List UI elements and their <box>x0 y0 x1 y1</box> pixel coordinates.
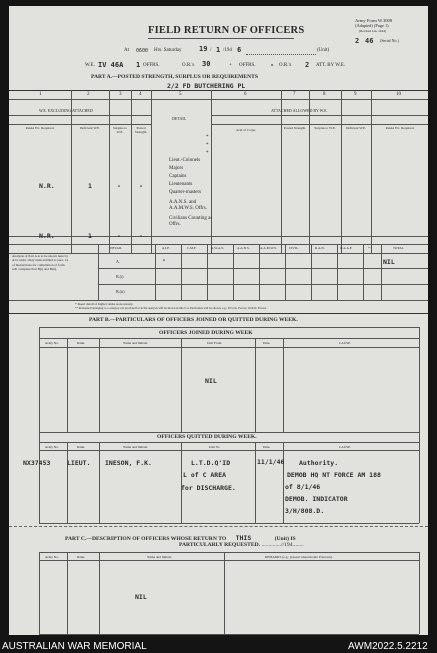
quitted-rank: LIEUT. <box>67 459 91 467</box>
sub-header: Ranks Etc. Required. <box>385 126 415 130</box>
analysis-header: DETAIL <box>110 246 122 250</box>
offrs-value: 1 <box>136 61 141 69</box>
unit-label: (Unit) <box>317 48 330 53</box>
row1-label: N.R. <box>39 182 55 190</box>
analysis-header: TOTAL <box>393 246 404 250</box>
part-c-line2-date: ..............//194........ <box>261 542 304 548</box>
analysis-header: A.A.N.S. <box>237 246 250 250</box>
plus-sign: + <box>229 63 232 68</box>
joined-title: OFFICERS JOINED DURING WEEK <box>159 330 253 336</box>
part-c-line2-text: PARTICULARLY REQUESTED. <box>179 542 261 548</box>
col-number: 9 <box>354 92 357 97</box>
col-number: 5 <box>179 92 182 97</box>
row2-deficient: 1 <box>88 232 92 240</box>
army-form-adapted: (Adapted) (Page 1) <box>355 23 389 28</box>
part-c-nil-value: NIL <box>135 593 147 601</box>
date-year-prefix: /194 <box>223 48 232 53</box>
hrs-label: Hrs. Saturday <box>154 48 182 53</box>
col-number: 10 <box>396 92 401 97</box>
joined-col-header: Rank. <box>77 341 86 345</box>
quitted-col-header: Unit To. <box>209 445 221 449</box>
quitted-cause-line: DEMOB HQ NT FORCE AM 188 <box>287 471 381 479</box>
group-right-header: ATTACHED ALLOWED BY W.E. <box>271 108 328 113</box>
row2-surplus: - <box>117 232 121 240</box>
rank-label: Civilians Counting as Offrs. <box>169 216 213 227</box>
quitted-col-header: Date. <box>263 445 271 449</box>
sub-header: Posted Strength. <box>283 126 307 130</box>
analysis-header: A.W.A.S. <box>211 246 225 250</box>
offrs-label: OFFRS. <box>143 63 160 68</box>
ors-label: O.R.'s <box>182 63 195 68</box>
sub-header: Posted Strength. <box>134 126 148 134</box>
rank-label: Lieutenants <box>169 182 193 187</box>
analysis-header: CIVIL. <box>289 246 299 250</box>
part-c-col-header: Army No. <box>45 555 59 559</box>
quitted-cause-line: 3/H/808.D. <box>285 507 325 515</box>
footer-right: AWM2022.5.2212 <box>348 641 428 652</box>
group-left-header: W.E. EXCLUDING ATTACHED <box>39 108 93 113</box>
army-form-number: Army Form W.3008 <box>355 18 393 23</box>
row2-posted: - <box>139 232 143 240</box>
footnote: * Insert detail of higher ranks as necessary. <box>75 302 134 306</box>
form-sheet <box>9 6 428 635</box>
form-title: FIELD RETURN OF OFFICERS <box>148 25 305 36</box>
offrs2-value: - <box>270 61 275 69</box>
rank-label: Lieut.-Colonels <box>169 158 201 163</box>
footer-left: AUSTRALIAN WAR MEMORIAL <box>2 641 147 652</box>
sub-header: Surplus to W.E. <box>314 126 336 130</box>
col-number: 8 <box>323 92 326 97</box>
row1-posted: - <box>139 182 143 190</box>
ors2-label: O.R.'s <box>279 63 292 68</box>
quitted-name: INESON, F.K. <box>105 459 152 467</box>
joined-nil-value: NIL <box>205 377 217 385</box>
att-label: ATT. BY W.E. <box>316 63 346 68</box>
asterisk: * <box>206 135 209 140</box>
analysis-row-label: A. <box>116 259 120 264</box>
quitted-col-header: CAUSE. <box>339 445 351 449</box>
analysis-header: A.A.M.W.S. <box>260 246 277 250</box>
quitted-cause-line: of 8/1/46 <box>285 483 321 491</box>
part-c-col-header: REMARKS (e.g., present whereabouts if known). <box>265 555 333 559</box>
joined-col-header: Date. <box>263 341 271 345</box>
analysis-total-value: NIL <box>383 258 395 266</box>
quitted-col-header: Rank. <box>77 445 86 449</box>
analysis-aif-value: - <box>162 256 166 264</box>
unit-name: 2/2 FD BUTCHERING PL <box>167 82 246 90</box>
row1-deficient: 1 <box>88 182 92 190</box>
quitted-unit-line: L of C AREA <box>183 471 227 479</box>
part-b-heading: PART B.—PARTICULARS OF OFFICERS JOINED OR QUITTED DURING WEEK. <box>89 317 298 323</box>
footnote: ** Personnel belonging to a category not provided for in the analysis will be shown in this Col. Particulars will be shown, e.g., 20 U.K. Forces; 16 R.N. Forces. <box>75 306 267 310</box>
sub-header: Deficient W.E. <box>345 126 367 130</box>
date-day: 19 <box>199 45 208 53</box>
at-label: At <box>124 48 129 53</box>
row2-label: N.R. <box>39 232 55 240</box>
row1-surplus: - <box>117 182 121 190</box>
part-a-heading: PART A.—POSTED STRENGTH, SURPLUS OR REQUIREMENTS <box>91 74 258 80</box>
quitted-title: OFFICERS QUITTED DURING WEEK. <box>157 434 257 440</box>
col-number: 3 <box>119 92 122 97</box>
analysis-note: Analysis of Part A is to be shown here by ALL units. Only units entitled to para. 14 of Instructions for compilation of form will complete Part B(i) and B(ii). <box>12 254 69 272</box>
quitted-col-header: Name and Initials. <box>123 445 148 449</box>
part-c-heading-prefix: PART C.—DESCRIPTION OF OFFICERS WHOSE RETURN TO <box>65 536 227 542</box>
col-number: 4 <box>139 92 142 97</box>
date-month: 1 <box>216 46 221 54</box>
col-number: 6 <box>244 92 247 97</box>
rank-label: Quarter-masters <box>169 190 202 195</box>
analysis-row-label: B.(ii) <box>116 289 125 294</box>
part-c-col-header: Name and Initials. <box>147 555 172 559</box>
col-number: 2 <box>87 92 90 97</box>
detail-header: DETAIL <box>172 116 187 121</box>
joined-col-header: Unit From. <box>207 341 223 345</box>
joined-col-header: CAUSE. <box>339 341 351 345</box>
col-number: 1 <box>39 92 42 97</box>
rank-label: Captains <box>169 174 187 179</box>
analysis-row-label: B.(i) <box>116 274 124 279</box>
asterisk: * <box>206 143 209 148</box>
date-separator: / <box>210 48 212 53</box>
serial-typed: 46 <box>365 37 374 45</box>
rank-label: A.A.N.S. and A.A.M.W.S. Offrs. <box>169 200 207 211</box>
analysis-header: R.A.N. <box>315 246 325 250</box>
quitted-col-header: Army No. <box>45 445 59 449</box>
ors2-value: 2 <box>305 61 310 69</box>
part-c-heading <box>65 534 296 542</box>
ors-value: 30 <box>202 60 211 68</box>
rank-label: Majors <box>169 166 184 171</box>
quitted-army-no: NX37453 <box>23 459 51 467</box>
quitted-date: 11/1/46 <box>257 458 285 466</box>
analysis-header: * * <box>368 246 373 250</box>
asterisk: * <box>206 151 209 156</box>
sub-header: Arm of Corps. <box>236 128 256 132</box>
we-label: W.E. <box>85 63 95 68</box>
sub-header: Surplus to W.E. <box>113 126 127 134</box>
we-value: IV 46A <box>98 61 124 69</box>
quitted-unit-line: for DISCHARGE. <box>181 484 236 492</box>
date-year: 6 <box>237 46 242 54</box>
quitted-cause-line: Authority. <box>299 459 339 467</box>
offrs2-label: OFFRS. <box>239 63 256 68</box>
quitted-cause-line: DEMOB. INDICATOR <box>285 495 348 503</box>
joined-col-header: Army No. <box>45 341 59 345</box>
joined-col-header: Name and Initials. <box>123 341 148 345</box>
analysis-header: C.M.F. <box>187 246 197 250</box>
part-c-line2 <box>179 542 304 548</box>
part-c-heading-this: THIS <box>235 534 252 542</box>
footer-bar <box>0 639 437 653</box>
part-c-col-header: Rank. <box>77 555 86 559</box>
serial-label: (Serial No.) <box>380 38 399 43</box>
analysis-header: R.A.A.F. <box>340 246 353 250</box>
serial-value: 2 <box>355 37 360 45</box>
analysis-header: A.I.F. <box>162 246 170 250</box>
sub-header: Ranks Etc. Required. <box>25 126 55 130</box>
sub-header: Deficient W.E. <box>79 126 101 130</box>
army-form-revised: (Revised Jan. 1944) <box>359 29 387 33</box>
part-c-heading-suffix: (Unit) IS <box>274 536 296 542</box>
col-number: 7 <box>293 92 296 97</box>
quitted-unit-line: L.T.D.Q'ID <box>191 459 231 467</box>
time-value: 0600 <box>136 48 149 54</box>
